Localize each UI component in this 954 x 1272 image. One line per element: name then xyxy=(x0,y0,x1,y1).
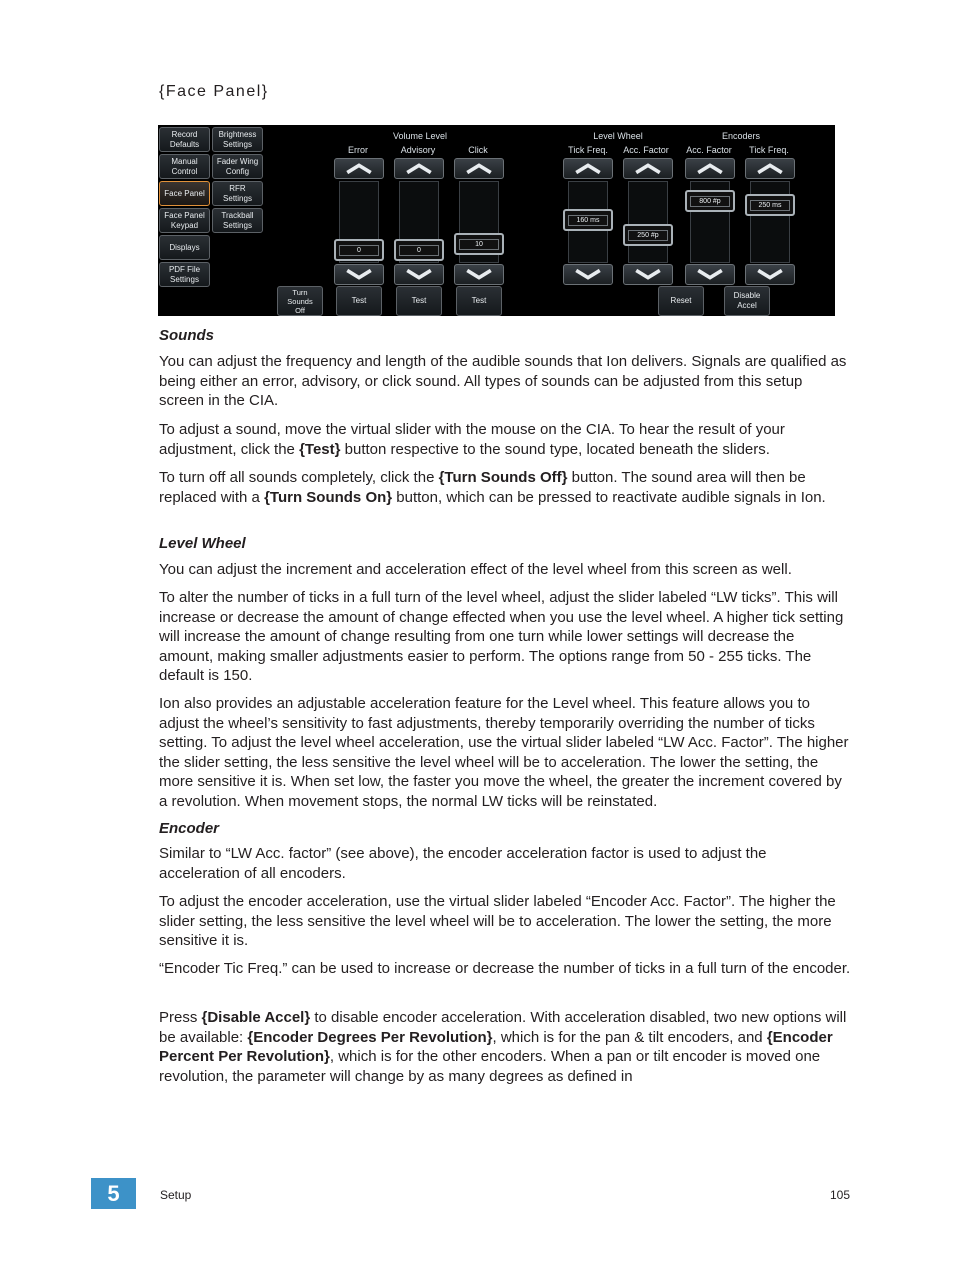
displays-button[interactable]: Displays xyxy=(159,235,210,260)
chevron-up-icon xyxy=(624,159,672,178)
chevron-down-icon xyxy=(335,265,383,284)
turn-sounds-on-ref: {Turn Sounds On} xyxy=(264,488,393,506)
lw-acc-factor-up-button[interactable] xyxy=(623,158,673,179)
lw-tick-freq-up-button[interactable] xyxy=(563,158,613,179)
encoder-percent-ref: {Encoder Percent Per Revolution} xyxy=(159,1028,833,1065)
enc-acc-factor-slider-thumb[interactable] xyxy=(685,190,735,212)
lw-tick-freq-down-button[interactable] xyxy=(563,264,613,285)
text-run: to disable encoder acceleration. With acceleration disabled, two new options will be available: xyxy=(159,1009,847,1046)
encoders-label: Encoders xyxy=(721,131,761,141)
chevron-up-icon xyxy=(455,159,503,178)
lw-tick-freq-value: 160 ms xyxy=(568,215,608,226)
enc-tick-freq-up-button[interactable] xyxy=(745,158,795,179)
fader-wing-config-button[interactable]: Fader Wing Config xyxy=(212,154,263,179)
face-panel-keypad-button[interactable]: Face Panel Keypad xyxy=(159,208,210,233)
face-panel-button[interactable]: Face Panel xyxy=(159,181,210,206)
slider-label-enc-tick-freq: Tick Freq. xyxy=(749,145,789,155)
rfr-settings-button[interactable]: RFR Settings xyxy=(212,181,263,206)
sounds-heading: Sounds xyxy=(159,327,214,344)
paragraph-sounds-intro: You can adjust the frequency and length of the audible sounds that Ion delivers. Signals are qualified as being either an error, advisory, or click sound. All types of sounds can be adjusted from this setup screen in the CIA. xyxy=(159,353,847,409)
encoder-degrees-ref: {Encoder Degrees Per Revolution} xyxy=(247,1028,493,1046)
slider-label-enc-acc-factor: Acc. Factor xyxy=(686,145,732,155)
chevron-down-icon xyxy=(395,265,443,284)
text-run: , which is for the other encoders. When a pan or tilt encoder is moved one revolution, the parameter will change by as many degrees as defined in xyxy=(159,1048,821,1085)
chevron-down-icon xyxy=(624,265,672,284)
disable-accel-ref: {Disable Accel} xyxy=(201,1009,311,1026)
trackball-settings-button[interactable]: Trackball Settings xyxy=(212,208,263,233)
text-run: button respective to the sound type, located beneath the sliders. xyxy=(340,440,770,458)
reset-button[interactable]: Reset xyxy=(658,286,704,316)
pdf-file-settings-button[interactable]: PDF File Settings xyxy=(159,262,210,287)
advisory-slider-thumb[interactable] xyxy=(394,239,444,261)
volume-level-label: Volume Level xyxy=(392,131,448,141)
chevron-up-icon xyxy=(335,159,383,178)
paragraph-encoder-acc: To adjust the encoder acceleration, use the virtual slider labeled “Encoder Acc. Factor”. The higher the slider setting, the less sensitive the level wheel will be to acceleration. The lower the setting, the more sensitive it is. xyxy=(159,893,836,949)
turn-sounds-off-ref: {Turn Sounds Off} xyxy=(438,469,568,486)
paragraph-encoder-intro: Similar to “LW Acc. factor” (see above), the encoder acceleration factor is used to adjust the acceleration of all encoders. xyxy=(159,845,767,882)
error-slider-thumb[interactable] xyxy=(334,239,384,261)
paragraph-turn-off-sounds xyxy=(159,468,851,507)
chevron-down-icon xyxy=(455,265,503,284)
chevron-down-icon xyxy=(686,265,734,284)
text-run: To adjust a sound, move the virtual slider with the mouse on the CIA. To hear the result of your adjustment, click the xyxy=(159,421,785,458)
level-wheel-heading: Level Wheel xyxy=(159,535,246,552)
advisory-value: 0 xyxy=(399,245,439,256)
chapter-tab: 5 xyxy=(91,1178,136,1209)
paragraph-adjust-sound xyxy=(159,420,851,459)
enc-tick-freq-slider-thumb[interactable] xyxy=(745,194,795,216)
chevron-up-icon xyxy=(395,159,443,178)
enc-acc-factor-up-button[interactable] xyxy=(685,158,735,179)
lw-acc-factor-slider-thumb[interactable] xyxy=(623,224,673,246)
slider-label-lw-acc-factor: Acc. Factor xyxy=(623,145,669,155)
record-defaults-button[interactable]: Record Defaults xyxy=(159,127,210,152)
disable-accel-button[interactable]: Disable Accel xyxy=(724,286,770,316)
test-advisory-button[interactable]: Test xyxy=(396,286,442,316)
footer-section: Setup xyxy=(160,1188,192,1202)
face-panel-screenshot xyxy=(158,125,835,316)
enc-tick-freq-value: 250 ms xyxy=(750,200,790,211)
enc-acc-factor-value: 800 #p xyxy=(690,196,730,207)
chevron-up-icon xyxy=(564,159,612,178)
error-up-button[interactable] xyxy=(334,158,384,179)
text-run: button, which can be pressed to reactivate audible signals in Ion. xyxy=(392,488,826,506)
chevron-down-icon xyxy=(746,265,794,284)
text-run: To turn off all sounds completely, click the xyxy=(159,469,439,486)
paragraph-level-wheel-intro: You can adjust the increment and acceleration effect of the level wheel from this screen as well. xyxy=(159,561,792,578)
slider-label-lw-tick-freq: Tick Freq. xyxy=(568,145,608,155)
enc-tick-freq-down-button[interactable] xyxy=(745,264,795,285)
test-click-button[interactable]: Test xyxy=(456,286,502,316)
turn-sounds-off-button[interactable]: Turn Sounds Off xyxy=(277,286,323,316)
lw-acc-factor-slider-track[interactable] xyxy=(628,181,668,263)
advisory-down-button[interactable] xyxy=(394,264,444,285)
manual-control-button[interactable]: Manual Control xyxy=(159,154,210,179)
click-value: 10 xyxy=(459,239,499,250)
brightness-settings-button[interactable]: Brightness Settings xyxy=(212,127,263,152)
test-error-button[interactable]: Test xyxy=(336,286,382,316)
text-run: button. The sound area will then be replaced with a xyxy=(159,469,806,506)
enc-acc-factor-down-button[interactable] xyxy=(685,264,735,285)
slider-label-advisory: Advisory xyxy=(400,145,436,155)
text-run: Press xyxy=(159,1009,202,1026)
error-value: 0 xyxy=(339,245,379,256)
chevron-down-icon xyxy=(564,265,612,284)
test-ref: {Test} xyxy=(299,440,341,458)
click-up-button[interactable] xyxy=(454,158,504,179)
chevron-up-icon xyxy=(686,159,734,178)
error-down-button[interactable] xyxy=(334,264,384,285)
advisory-up-button[interactable] xyxy=(394,158,444,179)
click-down-button[interactable] xyxy=(454,264,504,285)
lw-acc-factor-down-button[interactable] xyxy=(623,264,673,285)
text-run: , which is for the pan & tilt encoders, and xyxy=(492,1028,767,1046)
paragraph-lw-acceleration: Ion also provides an adjustable acceleration feature for the Level wheel. This feature allows you to adjust the wheel’s sensitivity to fast adjustments, thereby temporarily overriding the number of ticks setting. To adjust the level wheel acceleration, use the virtual slider labeled “LW Acc. Factor”. The higher the slider setting, the less sensitive the level wheel will be to acceleration. The lower the setting, the more sensitive it is. When set low, the faster you move the wheel, the greater the increment covered by a revolution. When movement stops, the normal LW ticks will be reinstated. xyxy=(159,695,849,810)
paragraph-encoder-tic-freq: “Encoder Tic Freq.” can be used to increase or decrease the number of ticks in a full turn of the encoder. xyxy=(159,960,851,977)
encoder-heading: Encoder xyxy=(159,820,220,837)
slider-label-click: Click xyxy=(468,145,488,155)
click-slider-thumb[interactable] xyxy=(454,233,504,255)
paragraph-lw-ticks: To alter the number of ticks in a full turn of the level wheel, adjust the slider labeled “LW ticks”. This will increase or decrease the amount of change effected when you use the level wheel. A higher tick setting will increase the amount of change resulting from one turn while lower settings will decrease the amount, making smaller adjustments easier to perform. The options range from 50 - 255 ticks. The default is 150. xyxy=(159,589,844,684)
slider-label-error: Error xyxy=(348,145,368,155)
chevron-up-icon xyxy=(746,159,794,178)
lw-tick-freq-slider-thumb[interactable] xyxy=(563,209,613,231)
level-wheel-label: Level Wheel xyxy=(593,131,643,141)
paragraph-disable-accel xyxy=(159,1008,851,1086)
page-number: 105 xyxy=(830,1188,851,1202)
lw-acc-factor-value: 250 #p xyxy=(628,230,668,241)
section-heading: {Face Panel} xyxy=(159,83,269,100)
